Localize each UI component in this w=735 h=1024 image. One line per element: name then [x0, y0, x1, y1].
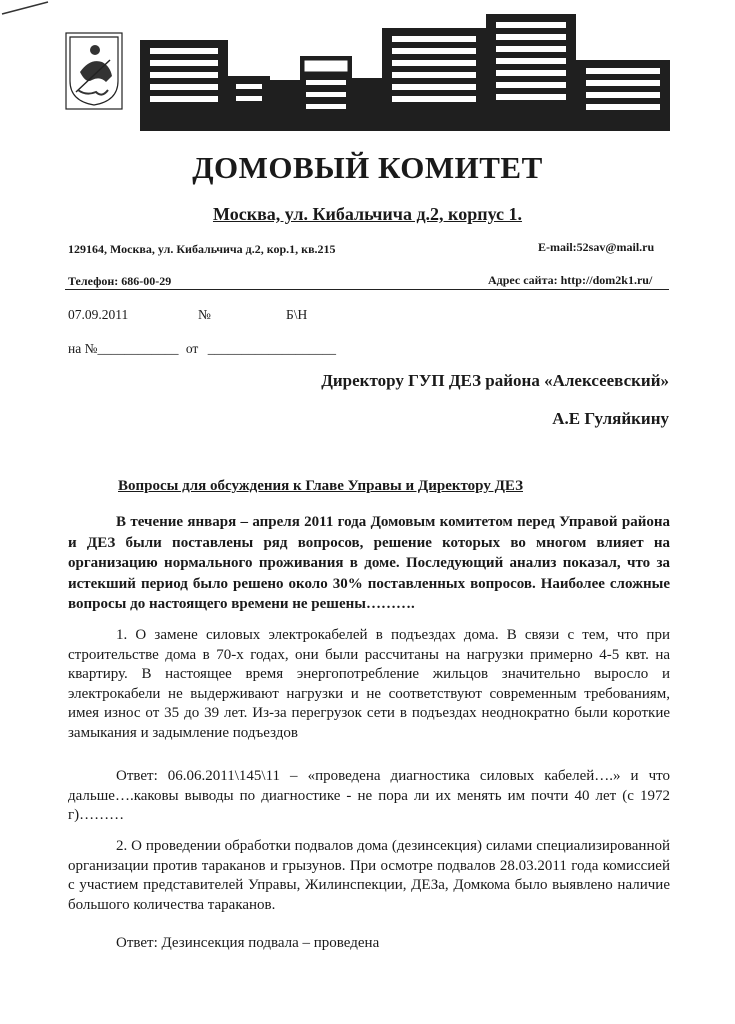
item-1-paragraph: 1. О замене силовых электрокабелей в подъездах дома. В связи с тем, что при строительстве дома в 70-х годах, они были рассчитаны на нагрузки примерно 4-5 квт. на квартиру. В настоящее время энергопотребление жильцов значительно выросло и электрокабели не выдерживают нагрузки и не соответствуют современным требованиям, имея износ от 35 до 39 лет. Из-за перегрузок сети в подъездах неоднократно были короткие замыкания и задымление подъездов [68, 627, 670, 741]
committee-address-title: Москва, ул. Кибальчича д.2, корпус 1. [212, 204, 523, 224]
item-2-paragraph: 2. О проведении обработки подвалов дома (дезинсекция) силами специализированной организации против тараканов и грызунов. При осмотре подвалов 28.03.2011 года комиссией с участием представителей Управы, Жилинспекции, ДЕЗа, Домкома было выявлено наличие большого количества тараканов. [68, 838, 670, 913]
building-skyline-graphic [140, 14, 670, 131]
website-address: Адрес сайта: http://dom2k1.ru/ [488, 273, 653, 287]
addressee-position: Директору ГУП ДЕЗ района «Алексеевский» [321, 371, 669, 390]
committee-title: ДОМОВЫЙ КОМИТЕТ [192, 150, 543, 185]
answer-2-paragraph: Ответ: Дезинсекция подвала – проведена [116, 935, 380, 951]
letterhead-graphic [0, 0, 735, 140]
letter-date: 07.09.2011 [68, 307, 129, 322]
ref-label: на № [68, 341, 98, 356]
letter-number-label: № [198, 307, 211, 322]
phone-number: Телефон: 686-00-29 [68, 274, 172, 288]
from-label: от [185, 341, 199, 356]
ref-blank: ____________ [97, 341, 179, 356]
email-address: E-mail:52sav@mail.ru [538, 240, 655, 254]
letter-heading: Вопросы для обсуждения к Главе Управы и Директору ДЕЗ [118, 478, 523, 494]
intro-paragraph: В течение января – апреля 2011 года Домовым комитетом перед Управой района и ДЕЗ были поставлены ряд вопросов, решение которых во многом влияет на организацию нормального проживания в доме. Последующий анализ показал, что за истекший период было решено около 30% поставленных вопросов. Наиболее сложные вопросы до настоящего времени не решены………. [68, 514, 670, 612]
reference-line [68, 341, 336, 357]
addressee-name: А.Е Гуляйкину [552, 409, 669, 428]
moscow-coat-of-arms-icon [66, 33, 122, 109]
answer-1-paragraph: Ответ: 06.06.2011\145\11 – «проведена диагностика силовых кабелей….» и что дальше….каковы выводы по диагностике - не пора ли их менять им почти 40 лет (с 1972 г)……… [68, 768, 670, 823]
header-divider [65, 289, 669, 290]
from-blank: ___________________ [207, 341, 336, 356]
postal-address: 129164, Москва, ул. Кибальчича д.2, кор.1, кв.215 [68, 242, 336, 256]
letter-number-value: Б\Н [286, 307, 308, 322]
